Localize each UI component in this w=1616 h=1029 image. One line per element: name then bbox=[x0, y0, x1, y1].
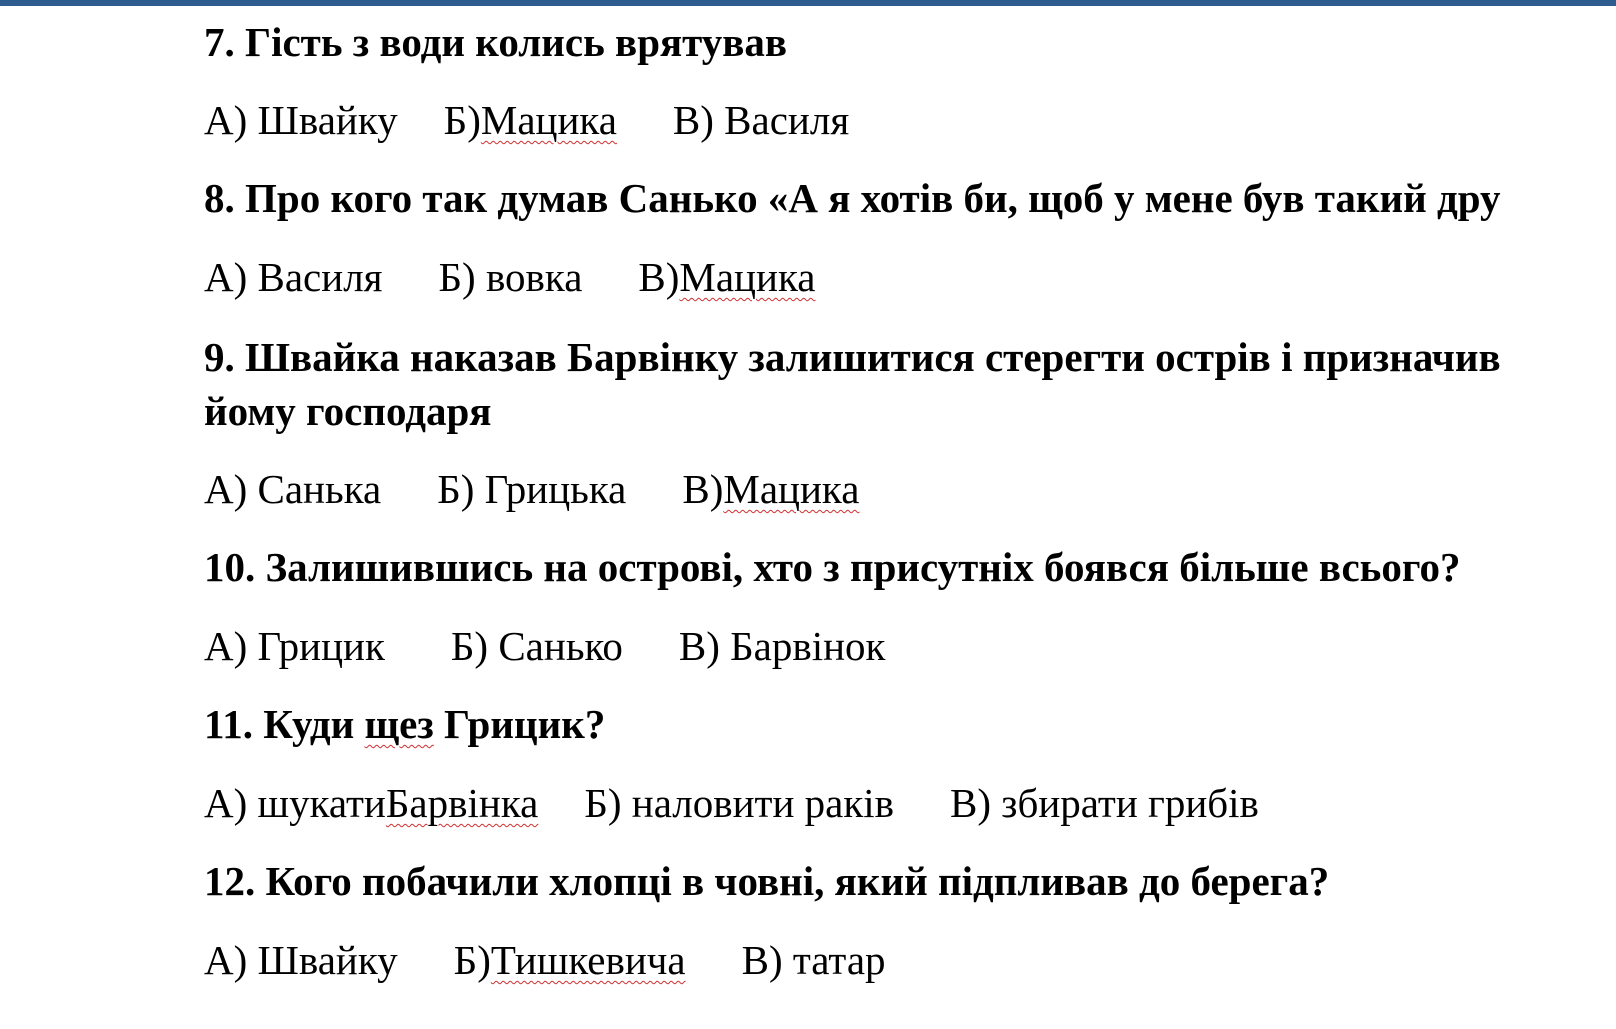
question-9-line-1: 9. Швайка наказав Барвінку залишитися стерегти острів і призначив bbox=[204, 334, 1501, 380]
answer-8-c bbox=[638, 253, 815, 301]
answer-10-b: Б) Санько bbox=[450, 623, 623, 669]
answer-10-a: А) Грицик bbox=[204, 623, 385, 669]
question-10: 10. Залишившись на острові, хто з присутніх боявся більше всього? bbox=[204, 544, 1461, 590]
answer-7-b bbox=[444, 96, 617, 144]
answer-12-c: В) татар bbox=[741, 937, 886, 983]
answer-7-b-prefix: Б) bbox=[443, 97, 481, 143]
answer-8-c-prefix: В) bbox=[638, 254, 680, 300]
answer-11-a-prefix: А) шукати bbox=[204, 780, 386, 826]
question-8: 8. Про кого так думав Санько «А я хотів би, щоб у мене був такий дру bbox=[204, 175, 1501, 221]
answer-9-c-word: Мацика bbox=[723, 466, 860, 512]
question-11 bbox=[204, 700, 605, 748]
answer-11-b: Б) наловити раків bbox=[584, 780, 895, 826]
answer-8-c-word: Мацика bbox=[679, 254, 816, 300]
answer-11-a-word: Барвінка bbox=[385, 780, 539, 826]
answer-11-c: В) збирати грибів bbox=[950, 780, 1259, 826]
answer-10-c: В) Барвінок bbox=[678, 623, 886, 669]
answer-12-a: А) Швайку bbox=[204, 937, 398, 983]
answer-8-a: А) Василя bbox=[204, 254, 383, 300]
answer-11-a bbox=[204, 779, 538, 827]
answer-12-b-prefix: Б) bbox=[453, 937, 491, 983]
question-9-line-2: йому господаря bbox=[204, 388, 492, 434]
answer-12-b-word: Тишкевича bbox=[490, 937, 686, 983]
answer-9-c bbox=[682, 465, 859, 513]
answer-9-c-prefix: В) bbox=[682, 466, 724, 512]
answer-7-a: А) Швайку bbox=[204, 97, 398, 143]
answer-9-b: Б) Грицька bbox=[437, 466, 627, 512]
answer-7-c: В) Василя bbox=[672, 97, 850, 143]
answer-9-a: А) Санька bbox=[204, 466, 382, 512]
answer-12-b bbox=[454, 936, 686, 984]
answers-9 bbox=[204, 465, 859, 513]
question-11-word: щез bbox=[364, 701, 434, 747]
answers-12 bbox=[204, 936, 886, 984]
answers-10 bbox=[204, 622, 885, 670]
answers-7 bbox=[204, 96, 849, 144]
question-12: 12. Кого побачили хлопці в човні, який підпливав до берега? bbox=[204, 858, 1330, 904]
answer-7-b-word: Мацика bbox=[480, 97, 617, 143]
question-11-prefix: 11. Куди bbox=[204, 701, 365, 747]
answers-11 bbox=[204, 779, 1259, 827]
answer-8-b: Б) вовка bbox=[438, 254, 583, 300]
question-7: 7. Гість з води колись врятував bbox=[204, 19, 788, 65]
answers-8 bbox=[204, 253, 815, 301]
question-11-suffix: Грицик? bbox=[433, 701, 606, 747]
